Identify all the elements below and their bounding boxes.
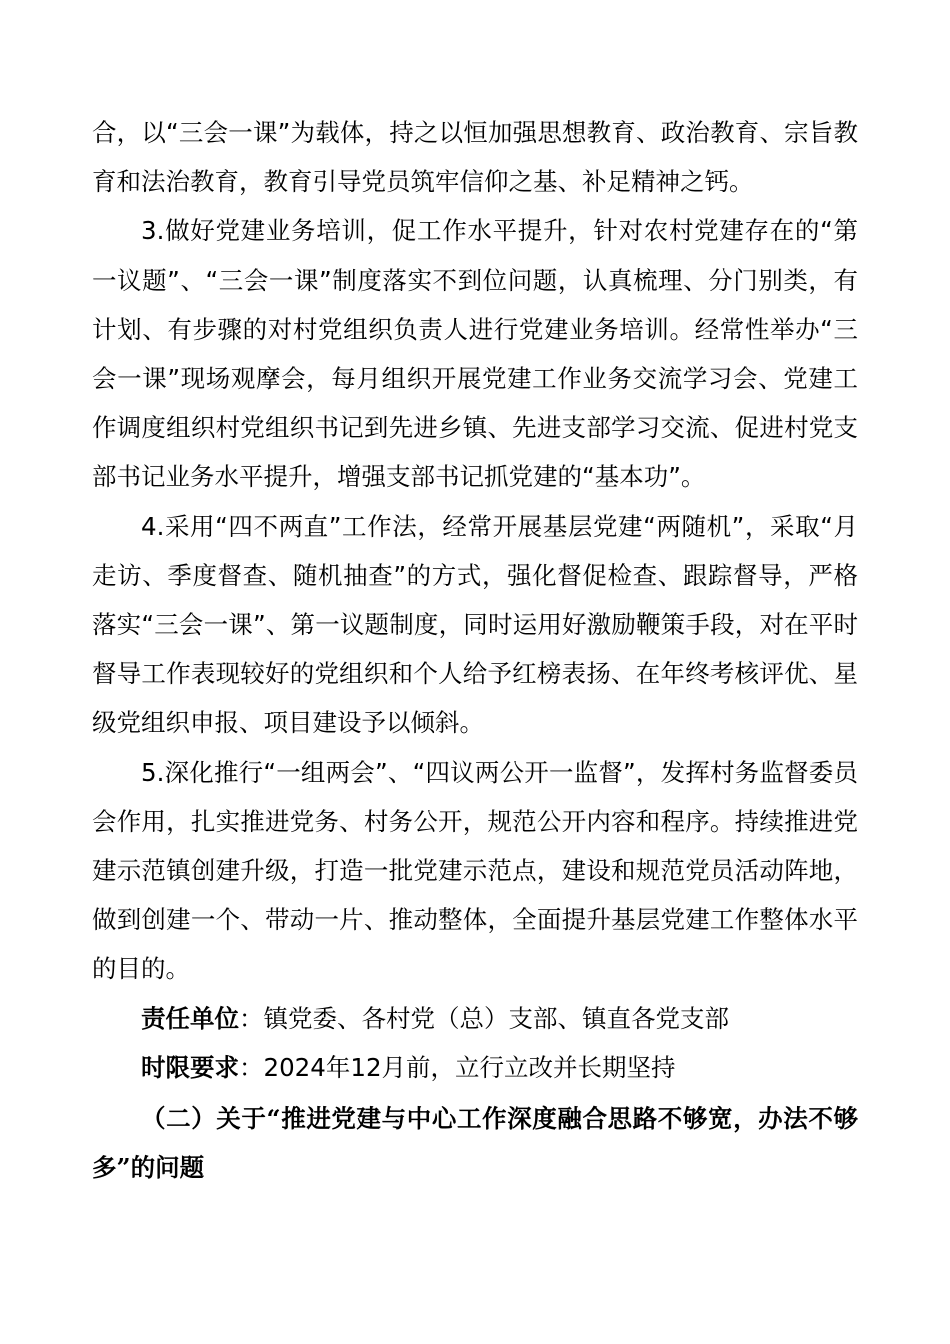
- responsibility-value: ：镇党委、各村党（总）支部、镇直各党支部: [239, 1003, 729, 1033]
- paragraph-item-3: 3.做好党建业务培训，促工作水平提升，针对农村党建存在的“第一议题”、“三会一课”制度落实不到位问题，认真梳理、分门别类，有计划、有步骤的对村党组织负责人进行党建业务培训。经常性举办“三会一课”现场观摩会，每月组织开展党建工作业务交流学习会、党建工作调度组织村党组织书记到先进乡镇、先进支部学习交流、促进村党支部书记业务水平提升，增强支部书记抓党建的“基本功”。: [92, 216, 858, 492]
- responsibility-line: [92, 994, 858, 1043]
- deadline-value: ：2024年12月前，立行立改并长期坚持: [239, 1052, 676, 1082]
- deadline-line: [92, 1043, 858, 1092]
- document-page: [92, 108, 858, 1192]
- section-heading: （二）关于“推进党建与中心工作深度融合思路不够宽，办法不够多”的问题: [92, 1104, 858, 1183]
- paragraph-continuation: 合，以“三会一课”为载体，持之以恒加强思想教育、政治教育、宗旨教育和法治教育，教育引导党员筑牢信仰之基、补足精神之钙。: [92, 118, 858, 197]
- paragraph-item-4: 4.采用“四不两直”工作法，经常开展基层党建“两随机”，采取“月走访、季度督查、随机抽查”的方式，强化督促检查、跟踪督导，严格落实“三会一课”、第一议题制度，同时运用好激励鞭策手段，对在平时督导工作表现较好的党组织和个人给予红榜表扬、在年终考核评优、星级党组织申报、项目建设予以倾斜。: [92, 511, 858, 738]
- deadline-label: 时限要求: [141, 1052, 239, 1082]
- paragraph-item-5: 5.深化推行“一组两会”、“四议两公开一监督”，发挥村务监督委员会作用，扎实推进党务、村务公开，规范公开内容和程序。持续推进党建示范镇创建升级，打造一批党建示范点，建设和规范党员活动阵地，做到创建一个、带动一片、推动整体，全面提升基层党建工作整体水平的目的。: [92, 757, 858, 984]
- responsibility-label: 责任单位: [141, 1003, 239, 1033]
